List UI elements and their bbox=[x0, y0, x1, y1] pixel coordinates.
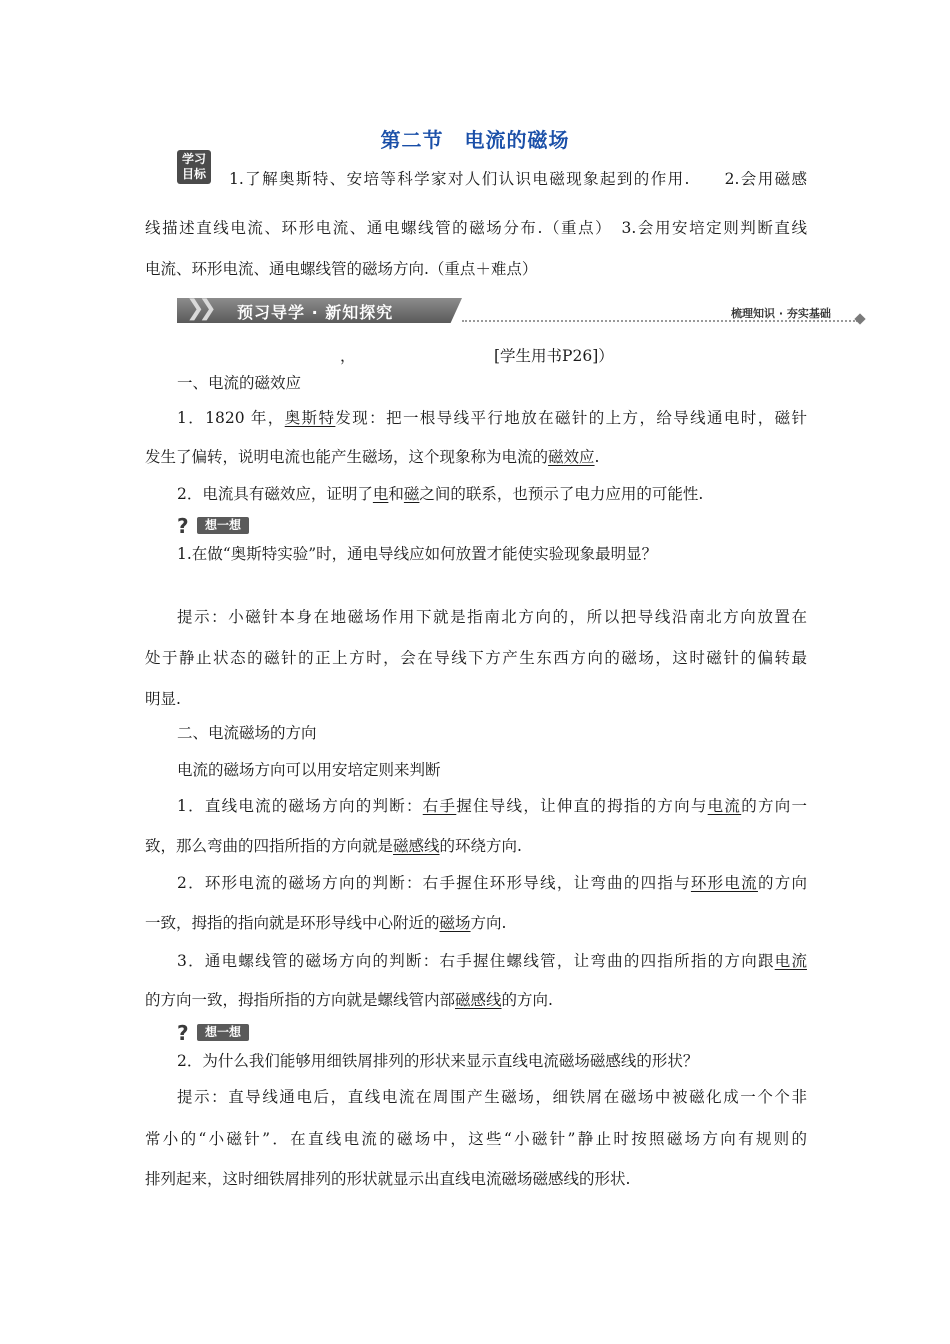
section1-p2 bbox=[177, 483, 807, 505]
think-label: 想一想 bbox=[197, 1024, 249, 1041]
page-title: 第二节 电流的磁场 bbox=[380, 128, 570, 152]
section2-intro: 电流的磁场方向可以用安培定则来判断 bbox=[177, 761, 441, 779]
think2-hint-line3: 排列起来，这时细铁屑排列的形状就显示出直线电流磁场磁感线的形状. bbox=[145, 1170, 631, 1188]
section1-p1-line1 bbox=[177, 407, 807, 429]
text: 2．环形电流的磁场方向的判断：右手握住环形导线，让弯曲的四指与 bbox=[177, 874, 691, 892]
section2-p1-line1 bbox=[177, 795, 807, 817]
think2-hint-line1: 提示：直导线通电后，直线电流在周围产生磁场，细铁屑在磁场中被磁化成一个个非 bbox=[177, 1088, 807, 1106]
think1-question: 1.在做“奥斯特实验”时，通电导线应如何放置才能使实验现象最明显？ bbox=[177, 545, 658, 563]
text: 和 bbox=[388, 485, 404, 503]
think1-hint-line3: 明显. bbox=[145, 690, 181, 708]
text: 发生了偏转，说明电流也能产生磁场，这个现象称为电流的 bbox=[145, 448, 549, 466]
section2-p3-line1 bbox=[177, 950, 807, 972]
badge-line-1: 学习 bbox=[181, 152, 206, 166]
keyword-magnetism: 磁 bbox=[403, 485, 420, 503]
keyword-current: 电流 bbox=[707, 797, 742, 815]
book-reference: [学生用书P26]） bbox=[494, 347, 614, 365]
keyword-current-2: 电流 bbox=[774, 952, 807, 970]
text: 的方向. bbox=[501, 991, 553, 1009]
keyword-magnetic-field: 磁场 bbox=[439, 914, 471, 932]
banner-subtitle: 梳理知识 · 夯实基础 bbox=[731, 307, 831, 320]
goal-line-2: 线描述直线电流、环形电流、通电螺线管的磁场分布.（重点） 3.会用安培定则判断直线 bbox=[145, 219, 807, 237]
think1-hint-line1: 提示：小磁针本身在地磁场作用下就是指南北方向的，所以把导线沿南北方向放置在 bbox=[177, 608, 807, 626]
goal-line-1: 1.了解奥斯特、安培等科学家对人们认识电磁现象起到的作用. 2.会用磁感 bbox=[229, 170, 807, 188]
keyword-electricity: 电 bbox=[372, 485, 389, 503]
diamond-icon bbox=[854, 313, 865, 324]
keyword-oersted: 奥斯特 bbox=[284, 409, 336, 427]
keyword-right-hand: 右手 bbox=[422, 797, 457, 815]
section2-heading: 二、电流磁场的方向 bbox=[177, 724, 317, 742]
text: 的方向一 bbox=[741, 797, 807, 815]
goal-line-3: 电流、环形电流、通电螺线管的磁场方向.（重点＋难点） bbox=[145, 260, 538, 278]
text: 的方向 bbox=[757, 874, 807, 892]
badge-line-2: 目标 bbox=[181, 167, 206, 181]
think2-question: 2．为什么我们能够用细铁屑排列的形状来显示直线电流磁场磁感线的形状？ bbox=[177, 1052, 699, 1070]
text: 3．通电螺线管的磁场方向的判断：右手握住螺线管，让弯曲的四指所指的方向跟 bbox=[177, 952, 775, 970]
text: 的环绕方向. bbox=[439, 837, 522, 855]
banner-title: 预习导学 · 新知探究 bbox=[237, 303, 394, 322]
section2-p2-line2 bbox=[145, 912, 807, 934]
keyword-magnetic-effect: 磁效应 bbox=[548, 448, 595, 466]
keyword-loop-current: 环形电流 bbox=[690, 874, 758, 892]
think2-hint-line2: 常小的“小磁针”．在直线电流的磁场中，这些“小磁针”静止时按照磁场方向有规则的 bbox=[145, 1130, 807, 1148]
text: 之间的联系，也预示了电力应用的可能性. bbox=[419, 485, 704, 503]
section1-heading: 一、电流的磁效应 bbox=[177, 374, 302, 392]
text: 方向. bbox=[470, 914, 507, 932]
text: 握住导线，让伸直的拇指的方向与 bbox=[456, 797, 708, 815]
think-label: 想一想 bbox=[197, 517, 249, 534]
ref-comma: ， bbox=[340, 347, 356, 365]
learning-goal-badge bbox=[177, 150, 211, 184]
text: 致，那么弯曲的四指所指的方向就是 bbox=[145, 837, 394, 855]
text: 一致，拇指的指向就是环形导线中心附近的 bbox=[145, 914, 440, 932]
text: 的方向一致，拇指所指的方向就是螺线管内部 bbox=[145, 991, 456, 1009]
text: 发现：把一根导线平行地放在磁针的上方，给导线通电时，磁针 bbox=[335, 409, 807, 427]
section2-p1-line2 bbox=[145, 835, 807, 857]
question-mark-icon: ? bbox=[177, 1021, 189, 1045]
keyword-field-lines-2: 磁感线 bbox=[455, 991, 502, 1009]
section1-p1-line2 bbox=[145, 446, 807, 468]
section2-p3-line2 bbox=[145, 989, 807, 1011]
text: 1．直线电流的磁场方向的判断： bbox=[177, 797, 423, 815]
double-chevron-icon: ❯❯ bbox=[186, 296, 211, 321]
question-mark-icon: ? bbox=[177, 514, 189, 538]
section2-p2-line1 bbox=[177, 872, 807, 894]
keyword-field-lines: 磁感线 bbox=[393, 837, 440, 855]
text: . bbox=[594, 448, 600, 466]
think1-hint-line2: 处于静止状态的磁针的正上方时，会在导线下方产生东西方向的磁场，这时磁针的偏转最 bbox=[145, 649, 807, 667]
text: 1．1820 年， bbox=[177, 409, 285, 427]
text: 2．电流具有磁效应，证明了 bbox=[177, 485, 373, 503]
